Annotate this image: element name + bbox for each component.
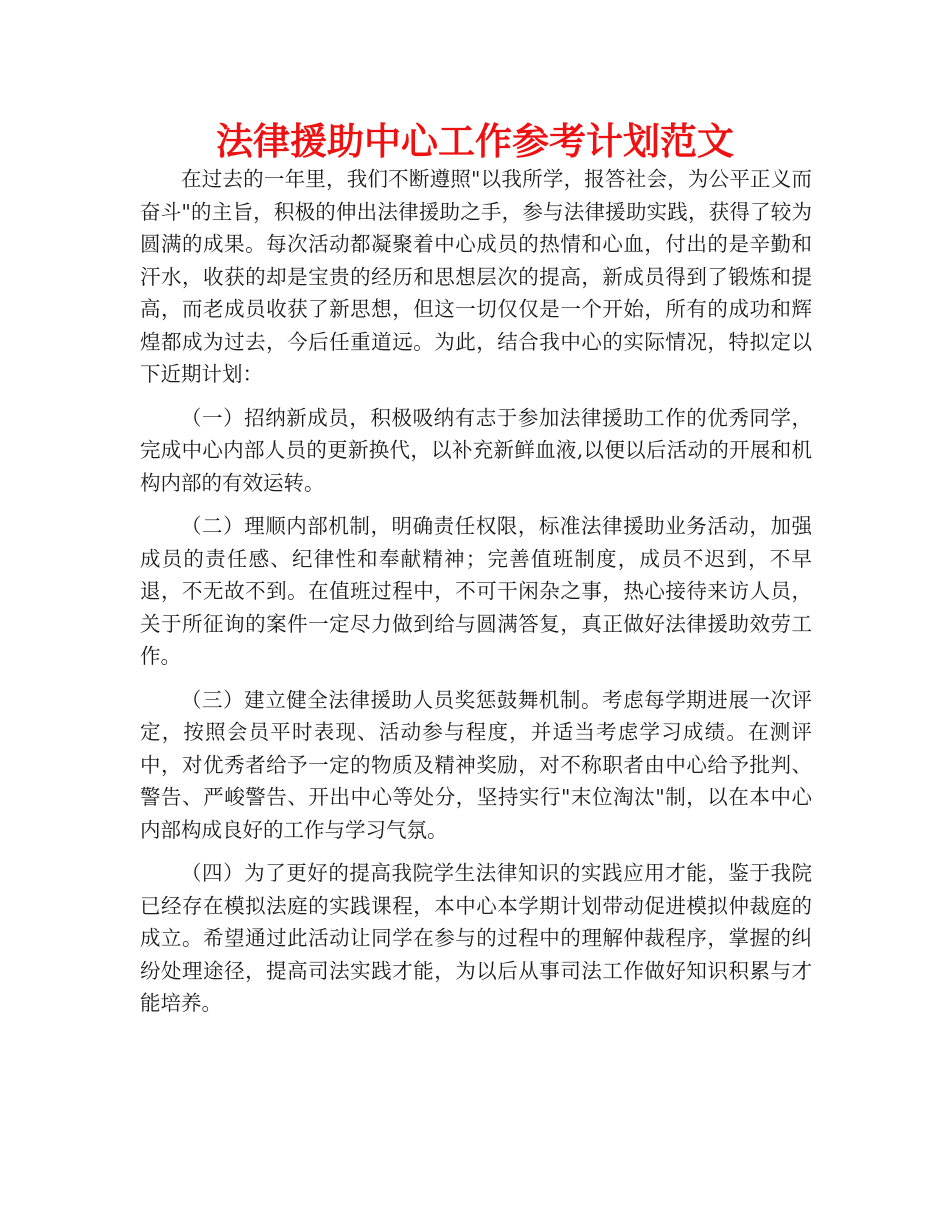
paragraph-item-3: （三）建立健全法律援助人员奖惩鼓舞机制。考虑每学期进展一次评定，按照会员平时表现、活动参与程度，并适当考虑学习成绩。在测评中，对优秀者给予一定的物质及精神奖励，对不称职者由中心给予批判、警告、严峻警告、开出中心等处分，坚持实行"末位淘汰"制，以在本中心内部构成良好的工作与学习气氛。 <box>140 687 812 842</box>
paragraph-intro: 在过去的一年里，我们不断遵照"以我所学，报答社会，为公平正义而奋斗"的主旨，积极的伸出法律援助之手，参与法律援助实践，获得了较为圆满的成果。每次活动都凝聚着中心成员的热情和心血，付出的是辛勤和汗水，收获的却是宝贵的经历和思想层次的提高，新成员得到了锻炼和提高，而老成员收获了新思想，但这一切仅仅是一个开始，所有的成功和辉煌都成为过去，今后任重道远。为此，结合我中心的实际情况，特拟定以下近期计划： <box>140 167 812 386</box>
paragraph-item-4: （四）为了更好的提高我院学生法律知识的实践应用才能，鉴于我院已经存在模拟法庭的实践课程，本中心本学期计划带动促进模拟仲裁庭的成立。希望通过此活动让同学在参与的过程中的理解仲裁程序，掌握的纠纷处理途径，提高司法实践才能，为以后从事司法工作做好知识积累与才能培养。 <box>140 861 812 1015</box>
document-title: 法律援助中心工作参考计划范文 <box>216 120 734 163</box>
paragraph-item-2: （二）理顺内部机制，明确责任权限，标准法律援助业务活动，加强成员的责任感、纪律性和奉献精神；完善值班制度，成员不迟到，不早退，不无故不到。在值班过程中，不可干闲杂之事，热心接待来访人员，关于所征询的案件一定尽力做到给与圆满答复，真正做好法律援助效劳工作。 <box>140 514 812 668</box>
paragraph-item-1: （一）招纳新成员，积极吸纳有志于参加法律援助工作的优秀同学，完成中心内部人员的更新换代，以补充新鲜血液,以便以后活动的开展和机构内部的有效运转。 <box>140 405 812 495</box>
document-body <box>140 163 812 1031</box>
